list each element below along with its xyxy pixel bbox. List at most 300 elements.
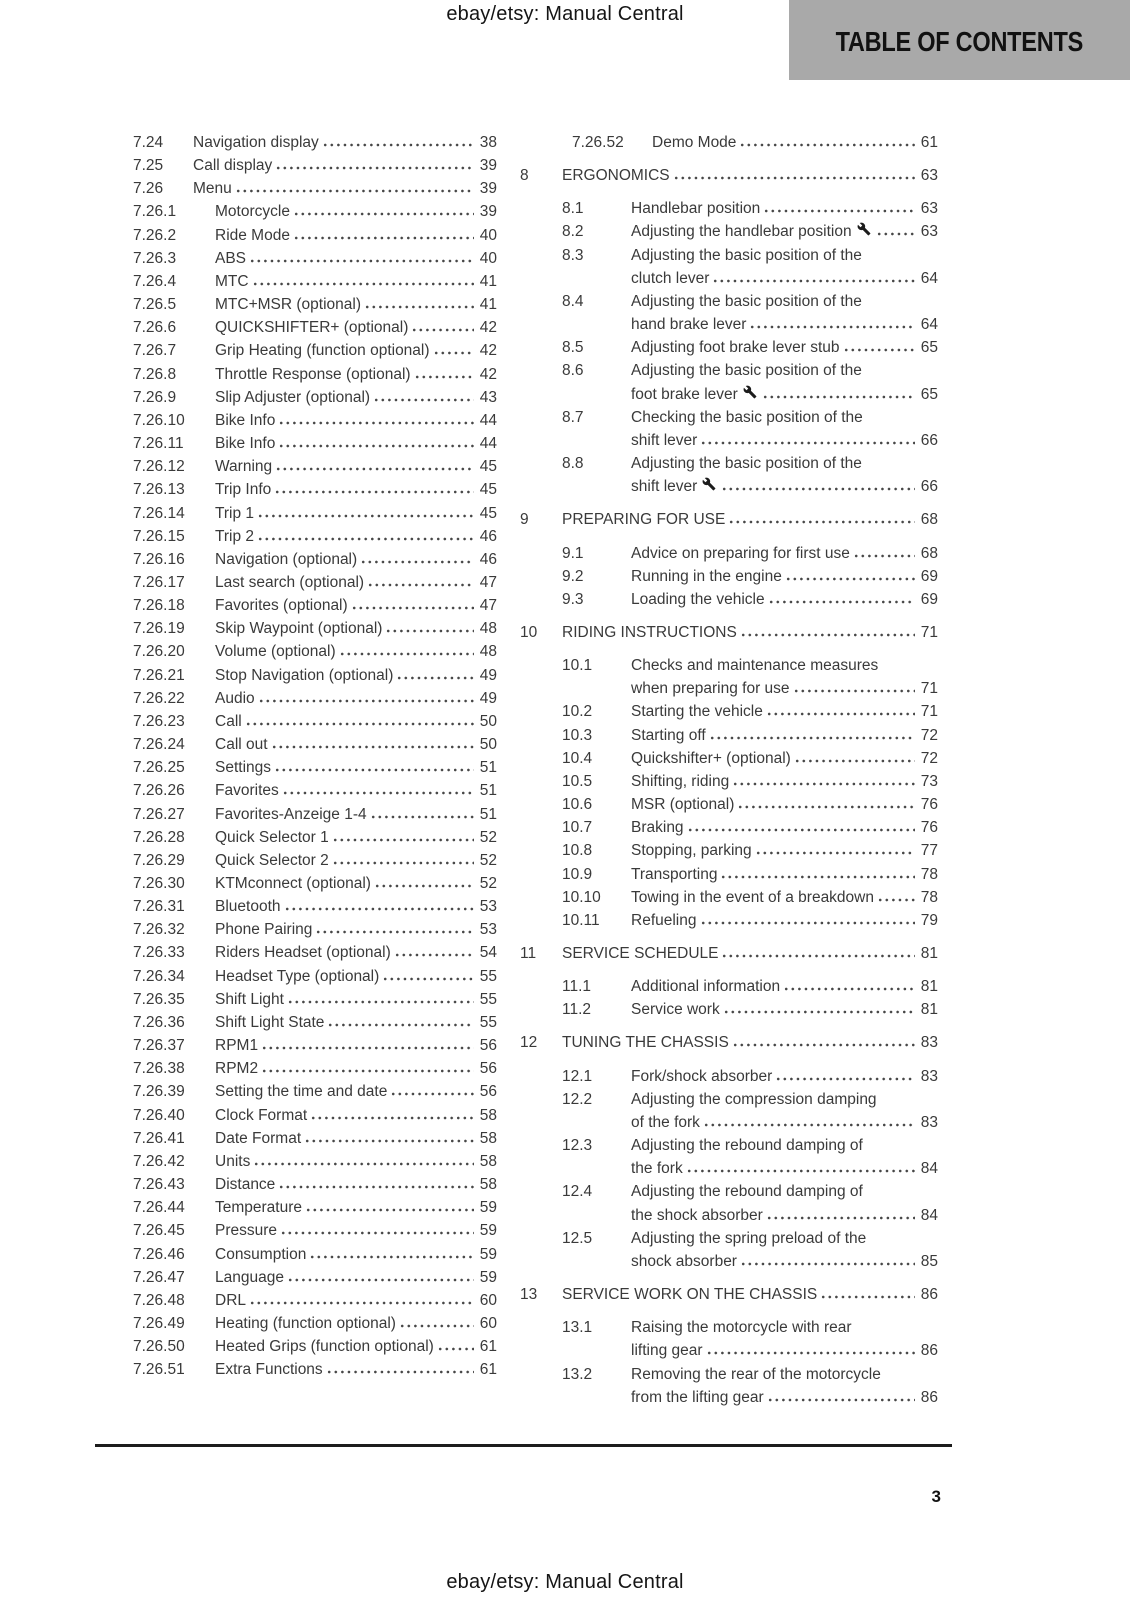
toc-entry [133, 177, 497, 200]
toc-entry [133, 455, 497, 478]
toc-entry [133, 640, 497, 663]
toc-entry-line [215, 941, 497, 964]
toc-entry-line [215, 1127, 497, 1150]
toc-entry-number: 12.3 [562, 1137, 593, 1155]
toc-entry-page: 78 [920, 865, 938, 883]
toc-entry [133, 247, 497, 270]
toc-entry-page: 59 [479, 1199, 497, 1217]
toc-entry-number: 7.26.37 [133, 1037, 185, 1055]
toc-entry-number: 7.26.18 [133, 597, 185, 615]
toc-entry-line [215, 664, 497, 687]
toc-entry-body [193, 154, 497, 177]
toc-entry-line [215, 339, 497, 362]
toc-entry-number: 8.4 [562, 292, 584, 310]
toc-entry-page: 63 [920, 167, 938, 185]
toc-entry-body [215, 432, 497, 455]
toc-entry [133, 918, 497, 941]
toc-entry-body [215, 687, 497, 710]
toc-entry-body [215, 293, 497, 316]
toc-entry-title: Stopping, parking [631, 842, 752, 860]
toc-entry-number: 7.26.41 [133, 1129, 185, 1147]
toc-entry-page: 64 [920, 269, 938, 287]
toc-entry-number: 7.26.42 [133, 1152, 185, 1170]
dot-leader [352, 606, 474, 610]
toc-entry-page: 71 [920, 703, 938, 721]
toc-entry-title: Heated Grips (function optional) [215, 1338, 434, 1356]
toc-entry-body [562, 621, 938, 644]
toc-entry-page: 51 [479, 759, 497, 777]
toc-entry-title: Volume (optional) [215, 643, 336, 661]
toc-entry-title: MTC+MSR (optional) [215, 296, 361, 314]
toc-entry-body [631, 359, 938, 405]
toc-entry-number: 7.26.11 [133, 435, 184, 453]
toc-entry-title: the fork [631, 1160, 683, 1178]
toc-entry-body [631, 244, 938, 290]
toc-entry-number: 7.26.6 [133, 319, 177, 337]
toc-entry [133, 1219, 497, 1242]
toc-entry-number: 10.8 [562, 842, 593, 860]
toc-entry-body [631, 220, 938, 243]
toc-entry [520, 770, 938, 793]
toc-entry-page: 39 [479, 180, 497, 198]
toc-entry-number: 7.26.38 [133, 1060, 185, 1078]
dot-leader [258, 514, 474, 518]
toc-entry-body [215, 1358, 497, 1381]
toc-entry-number: 8.2 [562, 223, 584, 241]
toc-entry-line [631, 1204, 938, 1227]
toc-entry-number: 10.6 [562, 796, 593, 814]
dot-leader [310, 1255, 474, 1259]
toc-entry-line [631, 267, 938, 290]
toc-entry-line [215, 293, 497, 316]
dot-leader [374, 398, 474, 402]
toc-entry-number: 13.2 [562, 1365, 593, 1383]
dot-leader [254, 1162, 474, 1166]
toc-entry-number: 10.11 [562, 911, 600, 929]
toc-entry [520, 654, 938, 700]
toc-entry-page: 40 [479, 226, 497, 244]
dot-leader [412, 328, 474, 332]
toc-entry-line [631, 220, 938, 243]
toc-entry [133, 1173, 497, 1196]
toc-entry-title: Towing in the event of a breakdown [631, 888, 874, 906]
dot-leader [724, 1010, 915, 1014]
toc-entry-body [215, 1150, 497, 1173]
toc-entry-line [652, 131, 938, 154]
toc-entry-line [562, 942, 938, 965]
toc-entry-number: 7.26.10 [133, 411, 185, 429]
toc-entry [133, 941, 497, 964]
toc-entry [520, 452, 938, 498]
toc-entry-page: 55 [479, 990, 497, 1008]
toc-entry-title: foot brake lever [631, 385, 738, 403]
toc-entry-number: 10.10 [562, 888, 601, 906]
toc-entry-body [215, 594, 497, 617]
toc-entry-number: 7.26.40 [133, 1106, 185, 1124]
toc-entry [133, 316, 497, 339]
toc-entry-body [631, 1363, 938, 1409]
dot-leader [878, 898, 915, 902]
toc-entry-title: DRL [215, 1291, 247, 1309]
toc-entry-body [215, 1011, 497, 1034]
toc-entry-title: Adjusting the basic position of the [631, 292, 862, 310]
toc-chapter-entry [520, 508, 938, 531]
toc-entry-line [193, 154, 497, 177]
dot-leader [276, 166, 474, 170]
toc-entry-line [215, 548, 497, 571]
toc-entry-page: 72 [920, 749, 938, 767]
dot-leader [285, 907, 475, 911]
toc-entry-line [631, 336, 938, 359]
toc-entry-title: RPM2 [215, 1060, 259, 1078]
toc-entry-page: 69 [920, 567, 938, 585]
dot-leader [340, 652, 474, 656]
toc-entry-number: 11 [520, 945, 537, 962]
toc-entry-body [631, 886, 938, 909]
dot-leader [395, 953, 474, 957]
toc-entry [520, 290, 938, 336]
toc-entry-page: 83 [920, 1034, 938, 1052]
dot-leader [776, 1077, 915, 1081]
dot-leader [701, 441, 915, 445]
toc-entry-title: Ride Mode [215, 226, 290, 244]
dot-leader [328, 1023, 474, 1027]
toc-entry-number: 7.26.44 [133, 1199, 185, 1217]
toc-entry-line [631, 654, 938, 677]
dot-leader [767, 1216, 915, 1220]
toc-entry-title: MSR (optional) [631, 796, 735, 814]
toc-entry-line [631, 1065, 938, 1088]
toc-entry [133, 803, 497, 826]
toc-entry [520, 244, 938, 290]
toc-entry-title: Settings [215, 759, 272, 777]
toc-entry-page: 42 [479, 342, 497, 360]
toc-entry-title: Favorites-Anzeige 1-4 [215, 805, 367, 823]
toc-entry-body [215, 363, 497, 386]
toc-entry-title: Refueling [631, 911, 697, 929]
toc-entry-body [215, 409, 497, 432]
toc-entry-line [215, 710, 497, 733]
toc-entry [520, 1180, 938, 1226]
toc-entry-page: 85 [920, 1252, 938, 1270]
toc-entry-body [215, 941, 497, 964]
toc-entry-body [215, 224, 497, 247]
dot-leader [674, 176, 915, 180]
toc-entry-title: KTMconnect (optional) [215, 875, 371, 892]
toc-entry-line [215, 918, 497, 941]
toc-chapter-entry [520, 621, 938, 644]
toc-entry [133, 1335, 497, 1358]
toc-entry-title: Demo Mode [652, 134, 737, 151]
dot-leader [365, 305, 474, 309]
toc-entry-line [631, 429, 938, 452]
toc-entry-number: 10.7 [562, 819, 593, 837]
toc-entry-number: 7.26.16 [133, 550, 185, 568]
toc-entry-body [631, 747, 938, 770]
dot-leader [733, 782, 915, 786]
toc-entry-line [215, 571, 497, 594]
toc-entry-body [562, 164, 938, 187]
toc-entry-title: Checks and maintenance measures [631, 657, 879, 675]
toc-entry-line [215, 200, 497, 223]
toc-entry-title: Bike Info [215, 435, 276, 453]
toc-entry-body [631, 998, 938, 1021]
toc-entry-title: Last search (optional) [215, 573, 365, 591]
dot-leader [288, 1278, 474, 1282]
toc-entry-body [215, 455, 497, 478]
toc-entry-page: 51 [479, 805, 497, 823]
toc-entry-page: 48 [479, 620, 497, 638]
toc-entry-page: 52 [479, 851, 497, 869]
toc-entry-body [215, 339, 497, 362]
toc-entry-line [215, 316, 497, 339]
toc-entry-number: 13.1 [562, 1319, 593, 1337]
toc-entry-page: 47 [479, 573, 497, 591]
toc-entry-line [215, 617, 497, 640]
toc-entry-line [631, 724, 938, 747]
toc-entry-page: 65 [920, 385, 938, 403]
watermark-footer: ebay/etsy: Manual Central [446, 1571, 684, 1593]
toc-entry-line [631, 886, 938, 909]
toc-entry-title: Adjusting the compression damping [631, 1090, 877, 1108]
toc-entry-number: 7.26.5 [133, 296, 177, 314]
toc-entry-line [215, 849, 497, 872]
page-number: 3 [931, 1487, 941, 1506]
toc-entry-page: 48 [479, 643, 497, 661]
toc-entry-page: 52 [479, 875, 497, 892]
toc-entry-title: ABS [215, 249, 247, 267]
toc-entry-number: 10.2 [562, 703, 593, 721]
toc-entry-number: 8.8 [562, 455, 584, 473]
toc-entry-title: Stop Navigation (optional) [215, 666, 394, 684]
toc-entry-page: 61 [479, 1338, 497, 1356]
toc-entry-page: 61 [479, 1361, 497, 1379]
toc-entry-page: 69 [920, 590, 938, 608]
wrench-icon [702, 477, 716, 491]
toc-entry [520, 336, 938, 359]
toc-entry-page: 60 [479, 1314, 497, 1332]
toc-entry-number: 7.26.31 [133, 898, 185, 916]
toc-entry-title: Bluetooth [215, 898, 281, 916]
toc-entry-number: 7.26.49 [133, 1314, 185, 1332]
toc-entry-line [631, 290, 938, 313]
toc-entry-line [562, 164, 938, 187]
dot-leader [729, 520, 915, 524]
toc-entry-number: 12 [520, 1034, 538, 1052]
toc-entry-line [215, 1080, 497, 1103]
dot-leader [733, 1043, 915, 1047]
toc-entry-title: Running in the engine [631, 567, 782, 585]
toc-entry-body [215, 1266, 497, 1289]
toc-entry-number: 7.26.9 [133, 388, 177, 406]
dot-leader [877, 232, 915, 236]
toc-entry-title: Checking the basic position of the [631, 408, 863, 426]
toc-entry-page: 81 [920, 978, 938, 996]
dot-leader [258, 537, 474, 541]
toc-entry-title: Raising the motorcycle with rear [631, 1319, 852, 1337]
toc-entry-page: 58 [479, 1106, 497, 1124]
toc-entry-line [215, 594, 497, 617]
dot-leader [415, 375, 474, 379]
toc-entry-title: Shift Light State [215, 1013, 325, 1031]
dot-leader [294, 236, 474, 240]
toc-entry-page: 65 [920, 339, 938, 357]
toc-entry-number: 7.26.24 [133, 736, 185, 754]
dot-leader [283, 791, 474, 795]
toc-entry-title: RPM1 [215, 1037, 259, 1055]
toc-entry-body [215, 200, 497, 223]
toc-entry-line [215, 756, 497, 779]
toc-entry [133, 270, 497, 293]
toc-entry-number: 13 [520, 1286, 538, 1304]
toc-entry-page: 55 [479, 967, 497, 985]
toc-entry-line [215, 826, 497, 849]
dot-leader [740, 143, 915, 147]
dot-leader [767, 712, 915, 716]
toc-entry-title: Navigation (optional) [215, 550, 358, 568]
toc-entry-number: 7.26.7 [133, 342, 177, 360]
toc-entry-line [193, 131, 497, 154]
dot-leader [281, 1231, 474, 1235]
toc-entry-body [215, 988, 497, 1011]
toc-entry [133, 548, 497, 571]
toc-entry-number: 10.5 [562, 772, 593, 790]
toc-entry-title: the shock absorber [631, 1206, 763, 1224]
dot-leader [262, 1046, 474, 1050]
toc-entry-number: 9.2 [562, 567, 584, 585]
dot-leader [713, 279, 915, 283]
toc-entry-body [215, 779, 497, 802]
toc-entry-title: Warning [215, 458, 273, 476]
toc-entry-body [215, 316, 497, 339]
toc-entry-line [215, 432, 497, 455]
toc-entry-title: Advice on preparing for first use [631, 544, 850, 562]
toc-entry [133, 1057, 497, 1080]
toc-entry-title: Bike Info [215, 411, 276, 429]
dot-leader [316, 930, 474, 934]
toc-entry-line [193, 177, 497, 200]
toc-entry-line [631, 542, 938, 565]
toc-entry-title: PREPARING FOR USE [562, 511, 726, 529]
toc-entry-body [215, 1173, 497, 1196]
dot-leader [262, 1069, 474, 1073]
toc-entry [520, 724, 938, 747]
toc-entry [520, 863, 938, 886]
toc-chapter-entry [520, 1283, 938, 1306]
toc-entry-number: 7.26.17 [133, 573, 185, 591]
toc-entry-number: 12.4 [562, 1183, 593, 1201]
toc-entry-title: Favorites [215, 782, 279, 800]
toc-entry-number: 9.3 [562, 590, 584, 608]
toc-entry [520, 588, 938, 611]
dot-leader [738, 805, 915, 809]
toc-entry-page: 39 [479, 203, 497, 221]
toc-entry-body [631, 724, 938, 747]
toc-entry-page: 58 [479, 1152, 497, 1170]
toc-entry [520, 406, 938, 452]
toc-entry-number: 7.24 [133, 134, 164, 151]
toc-entry-title: lifting gear [631, 1342, 703, 1360]
dot-leader [756, 851, 915, 855]
toc-entry-body [215, 1034, 497, 1057]
dot-leader [764, 209, 915, 213]
toc-entry-title: Handlebar position [631, 200, 761, 218]
toc-entry-line [631, 475, 938, 498]
toc-entry-line [215, 1335, 497, 1358]
dot-leader [741, 633, 915, 637]
toc-entry-line [631, 998, 938, 1021]
toc-entry-body [215, 1243, 497, 1266]
dot-leader [722, 487, 915, 491]
toc-entry-page: 45 [479, 504, 497, 522]
toc-entry-body [215, 918, 497, 941]
toc-entry-page: 68 [920, 511, 938, 529]
toc-entry-body [215, 872, 497, 895]
toc-entry [133, 1011, 497, 1034]
toc-entry-body [215, 640, 497, 663]
toc-entry-number: 7.26.19 [133, 620, 185, 638]
dot-leader [383, 977, 474, 981]
toc-entry-title: shock absorber [631, 1252, 737, 1270]
toc-entry-title: Slip Adjuster (optional) [215, 388, 371, 406]
dot-leader [333, 861, 474, 865]
toc-entry-page: 59 [479, 1268, 497, 1286]
toc-entry-page: 77 [920, 842, 938, 860]
toc-entry-number: 10.4 [562, 749, 593, 767]
toc-entry-line [631, 1111, 938, 1134]
toc-entry-line [631, 770, 938, 793]
toc-entry-page: 60 [479, 1291, 497, 1309]
dot-leader [701, 921, 916, 925]
toc-entry [133, 965, 497, 988]
watermark-header: ebay/etsy: Manual Central [446, 3, 684, 25]
toc-entry-line [215, 1266, 497, 1289]
toc-entry-title: Temperature [215, 1199, 303, 1217]
toc-entry-title: Date Format [215, 1129, 302, 1147]
toc-entry-page: 84 [920, 1206, 938, 1224]
toc-entry-page: 56 [479, 1083, 497, 1101]
toc-entry-page: 56 [479, 1060, 497, 1078]
dot-leader [722, 954, 915, 958]
toc-entry [133, 664, 497, 687]
dot-leader [306, 1208, 474, 1212]
dot-leader [361, 560, 474, 564]
toc-entry-number: 12.1 [562, 1067, 593, 1085]
toc-entry-line [215, 1034, 497, 1057]
toc-entry-number: 10 [520, 623, 538, 641]
toc-entry-line [562, 621, 938, 644]
toc-entry-line [562, 508, 938, 531]
toc-entry-title: Trip 1 [215, 504, 255, 522]
toc-entry-body [631, 565, 938, 588]
toc-entry-number: 7.26.35 [133, 990, 185, 1008]
toc-entry-number: 7.26 [133, 180, 164, 198]
toc-entry-title: Loading the vehicle [631, 590, 765, 608]
toc-entry-body [215, 1289, 497, 1312]
toc-entry-title: shift lever [631, 431, 698, 449]
toc-entry-line [215, 1358, 497, 1381]
toc-entry-number: 10.1 [562, 657, 593, 675]
toc-entry-page: 66 [920, 478, 938, 496]
toc-entry [133, 594, 497, 617]
dot-leader [710, 736, 915, 740]
toc-entry-number: 9 [520, 511, 529, 529]
toc-entry-title: Call out [215, 736, 268, 754]
toc-entry [133, 478, 497, 501]
toc-entry-body [562, 1283, 938, 1306]
dot-leader [438, 1347, 474, 1351]
toc-entry-line [631, 1134, 938, 1157]
